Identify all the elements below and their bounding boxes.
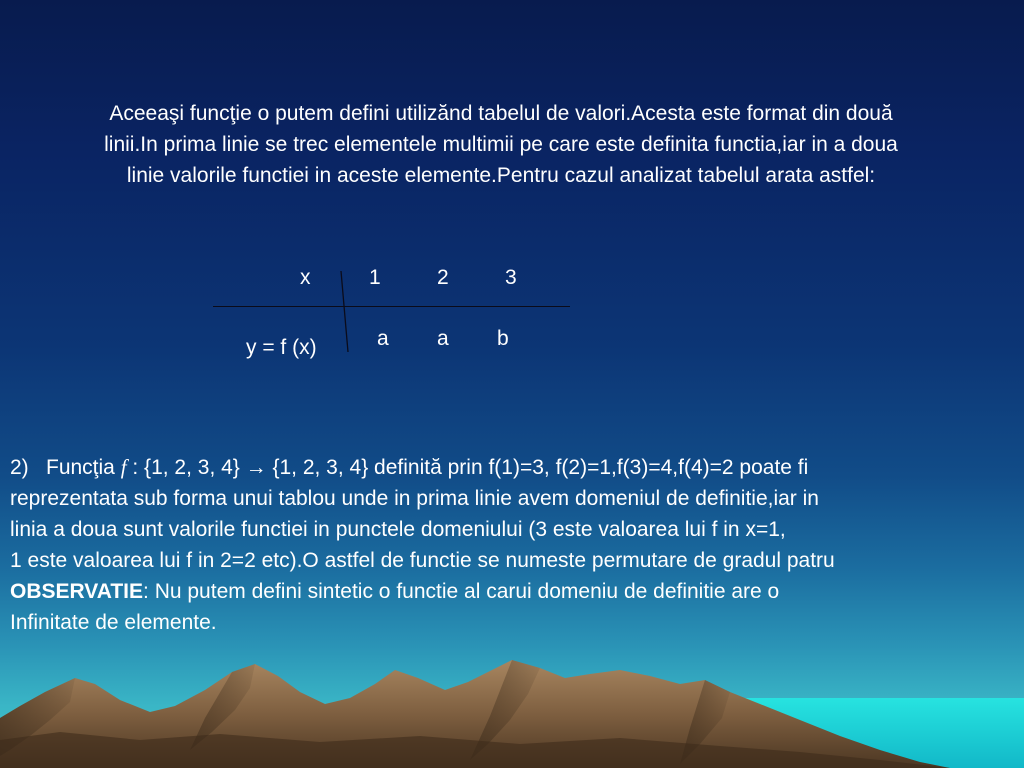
observation-line-2: Infinitate de elemente.	[10, 611, 217, 634]
function-symbol: f	[120, 455, 127, 479]
observation-text: : Nu putem defini sintetic o functie al carui domeniu de definitie are o	[143, 580, 780, 603]
mountain-landscape	[0, 640, 1024, 768]
section-2	[10, 452, 1020, 638]
section-2-line-4: 1 este valoarea lui f in 2=2 etc).O astfel de functie se numeste permutare de gradul patru	[10, 549, 835, 572]
intro-line-2: linii.In prima linie se trec elementele multimii pe care este definita functia,iar in a doua	[104, 133, 898, 156]
table-x-value-2: 2	[437, 266, 449, 289]
intro-line-3: linie valorile functiei in aceste elemente.Pentru cazul analizat tabelul arata astfel:	[126, 164, 876, 187]
section-2-line-1	[10, 452, 1020, 483]
table-y-label: y = f (x)	[246, 336, 317, 359]
section-2-line-2: reprezentata sub forma unui tablou unde in prima linie avem domeniul de definitie,iar in	[10, 487, 819, 510]
table-x-value-3: 3	[505, 266, 517, 289]
section-2-text-b: : {1, 2, 3, 4} → {1, 2, 3, 4} definită prin f(1)=3, f(2)=1,f(3)=4,f(4)=2 poate fi	[126, 456, 809, 479]
section-2-line-3: linia a doua sunt valorile functiei in punctele domeniului (3 este valoarea lui f in x=1,	[10, 518, 786, 541]
observation-label: OBSERVATIE	[10, 580, 144, 603]
table-x-value-1: 1	[369, 266, 381, 289]
table-y-value-3: b	[497, 327, 509, 350]
section-number: 2)	[10, 456, 29, 479]
intro-line-1: Aceeaşi funcţie o putem defini utilizănd tabelul de valori.Acesta este format din două	[109, 102, 893, 125]
section-2-text-a: Funcţia	[46, 456, 121, 479]
observation-line	[10, 576, 1020, 607]
table-y-value-1: a	[377, 327, 389, 350]
table-y-value-2: a	[437, 327, 449, 350]
table-x-label: x	[300, 266, 311, 289]
